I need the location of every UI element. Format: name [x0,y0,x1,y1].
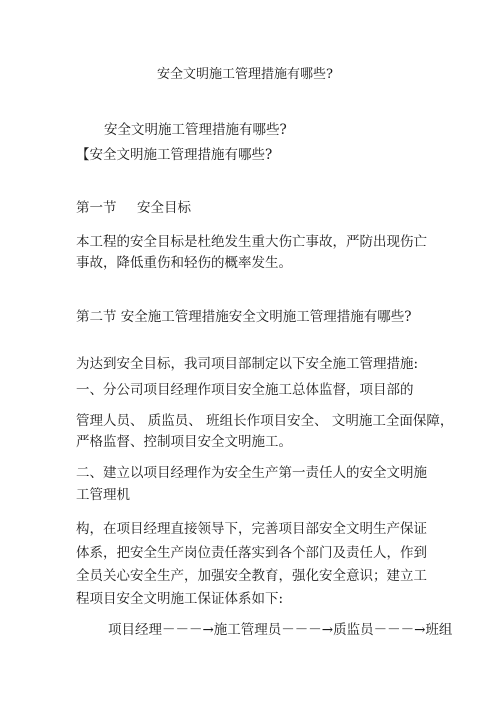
subtitle-line: 安全文明施工管理措施有哪些? [104,122,287,138]
paragraph-line: 一、分公司项目经理作项目安全施工总体监督，项目部的 [76,382,414,398]
paragraph-line: 二、建立以项目经理作为安全生产第一责任人的安全文明施 [76,465,427,481]
paragraph-line: 严格监督、控制项目安全文明施工。 [76,434,292,450]
section-1-title: 安全目标 [137,200,191,216]
paragraph-line: 程项目安全文明施工保证体系如下: [76,591,284,607]
paragraph-line: 构，在项目经理直接领导下，完善项目部安全文明生产保证 [76,521,427,537]
paragraph-line: 体系，把安全生产岗位责任落实到各个部门及责任人，作到 [76,545,427,561]
hierarchy-chain-line: 项目经理－－－→施工管理员－－－→质监员－－－→班组 [108,622,453,638]
document-title: 安全文明施工管理措施有哪些? [157,67,333,82]
paragraph-line: 事故，降低重伤和轻伤的概率发生。 [76,255,292,271]
paragraph-line: 全员关心安全生产，加强安全教育，强化安全意识；建立工 [76,568,427,584]
section-2-heading: 第二节 安全施工管理措施安全文明施工管理措施有哪些? [76,309,412,325]
bracketed-title-line: 【安全文明施工管理措施有哪些? [76,147,273,163]
section-1-label: 第一节 [76,200,117,216]
paragraph-line: 工管理机 [76,487,130,503]
paragraph-line: 本工程的安全目标是杜绝发生重大伤亡事故，严防出现伤亡 [76,234,427,250]
paragraph-line: 为达到安全目标，我司项目部制定以下安全施工管理措施: [76,356,419,372]
paragraph-line: 管理人员、 质监员、 班组长作项目安全、 文明施工全面保障， [76,413,454,429]
